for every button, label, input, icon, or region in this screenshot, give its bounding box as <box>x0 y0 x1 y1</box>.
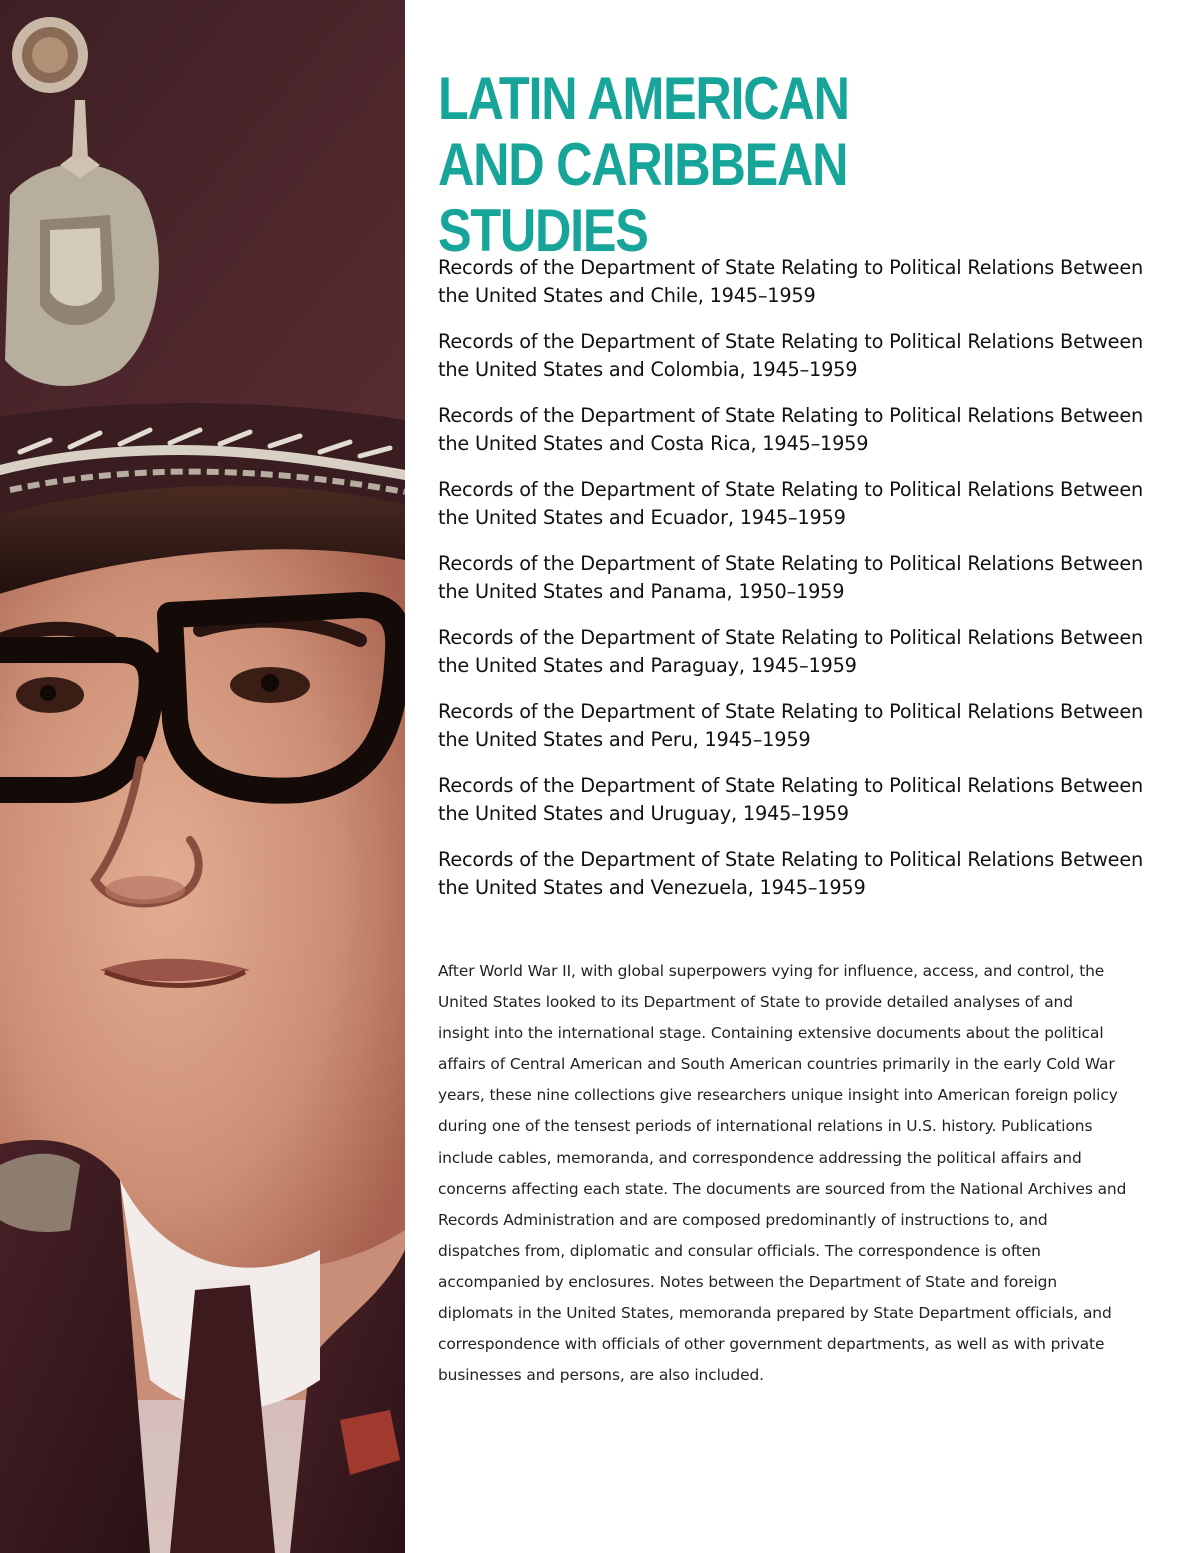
collection-item: Records of the Department of State Relating to Political Relations Between the United States and Costa Rica, 1945–1959 <box>438 404 1144 455</box>
collection-item: Records of the Department of State Relating to Political Relations Between the United States and Panama, 1950–1959 <box>438 552 1144 603</box>
collection-item: Records of the Department of State Relating to Political Relations Between the United States and Chile, 1945–1959 <box>438 256 1144 307</box>
collection-list <box>438 254 1158 920</box>
collection-item: Records of the Department of State Relating to Political Relations Between the United States and Peru, 1945–1959 <box>438 700 1144 751</box>
portrait-photo <box>0 0 405 1553</box>
collection-item: Records of the Department of State Relating to Political Relations Between the United States and Venezuela, 1945–1959 <box>438 848 1144 899</box>
collection-item: Records of the Department of State Relating to Political Relations Between the United States and Paraguay, 1945–1959 <box>438 626 1144 677</box>
collection-item: Records of the Department of State Relating to Political Relations Between the United States and Ecuador, 1945–1959 <box>438 478 1144 529</box>
collection-item: Records of the Department of State Relating to Political Relations Between the United States and Colombia, 1945–1959 <box>438 330 1144 381</box>
portrait-illustration <box>0 0 405 1553</box>
collection-item: Records of the Department of State Relating to Political Relations Between the United States and Uruguay, 1945–1959 <box>438 774 1144 825</box>
description-paragraph: After World War II, with global superpowers vying for influence, access, and control, the United States looked to its Department of State to provide detailed analyses of and insight into the international stage. Containing extensive documents about the political affairs of Central American and South American countries primarily in the early Cold War years, these nine collections give researchers unique insight into American foreign policy during one of the tensest periods of international relations in U.S. history. Publications include cables, memoranda, and correspondence addressing the political affairs and concerns affecting each state. The documents are sourced from the National Archives and Records Administration and are composed predominantly of instructions to, and dispatches from, diplomatic and consular officials. The correspondence is often accompanied by enclosures. Notes between the Department of State and foreign diplomats in the United States, memoranda prepared by State Department officials, and correspondence with officials of other government departments, as well as with private businesses and persons, are also included. <box>438 962 1127 1385</box>
content-column <box>438 65 1158 1385</box>
page-title: LATIN AMERICAN AND CARIBBEAN STUDIES <box>438 65 849 264</box>
